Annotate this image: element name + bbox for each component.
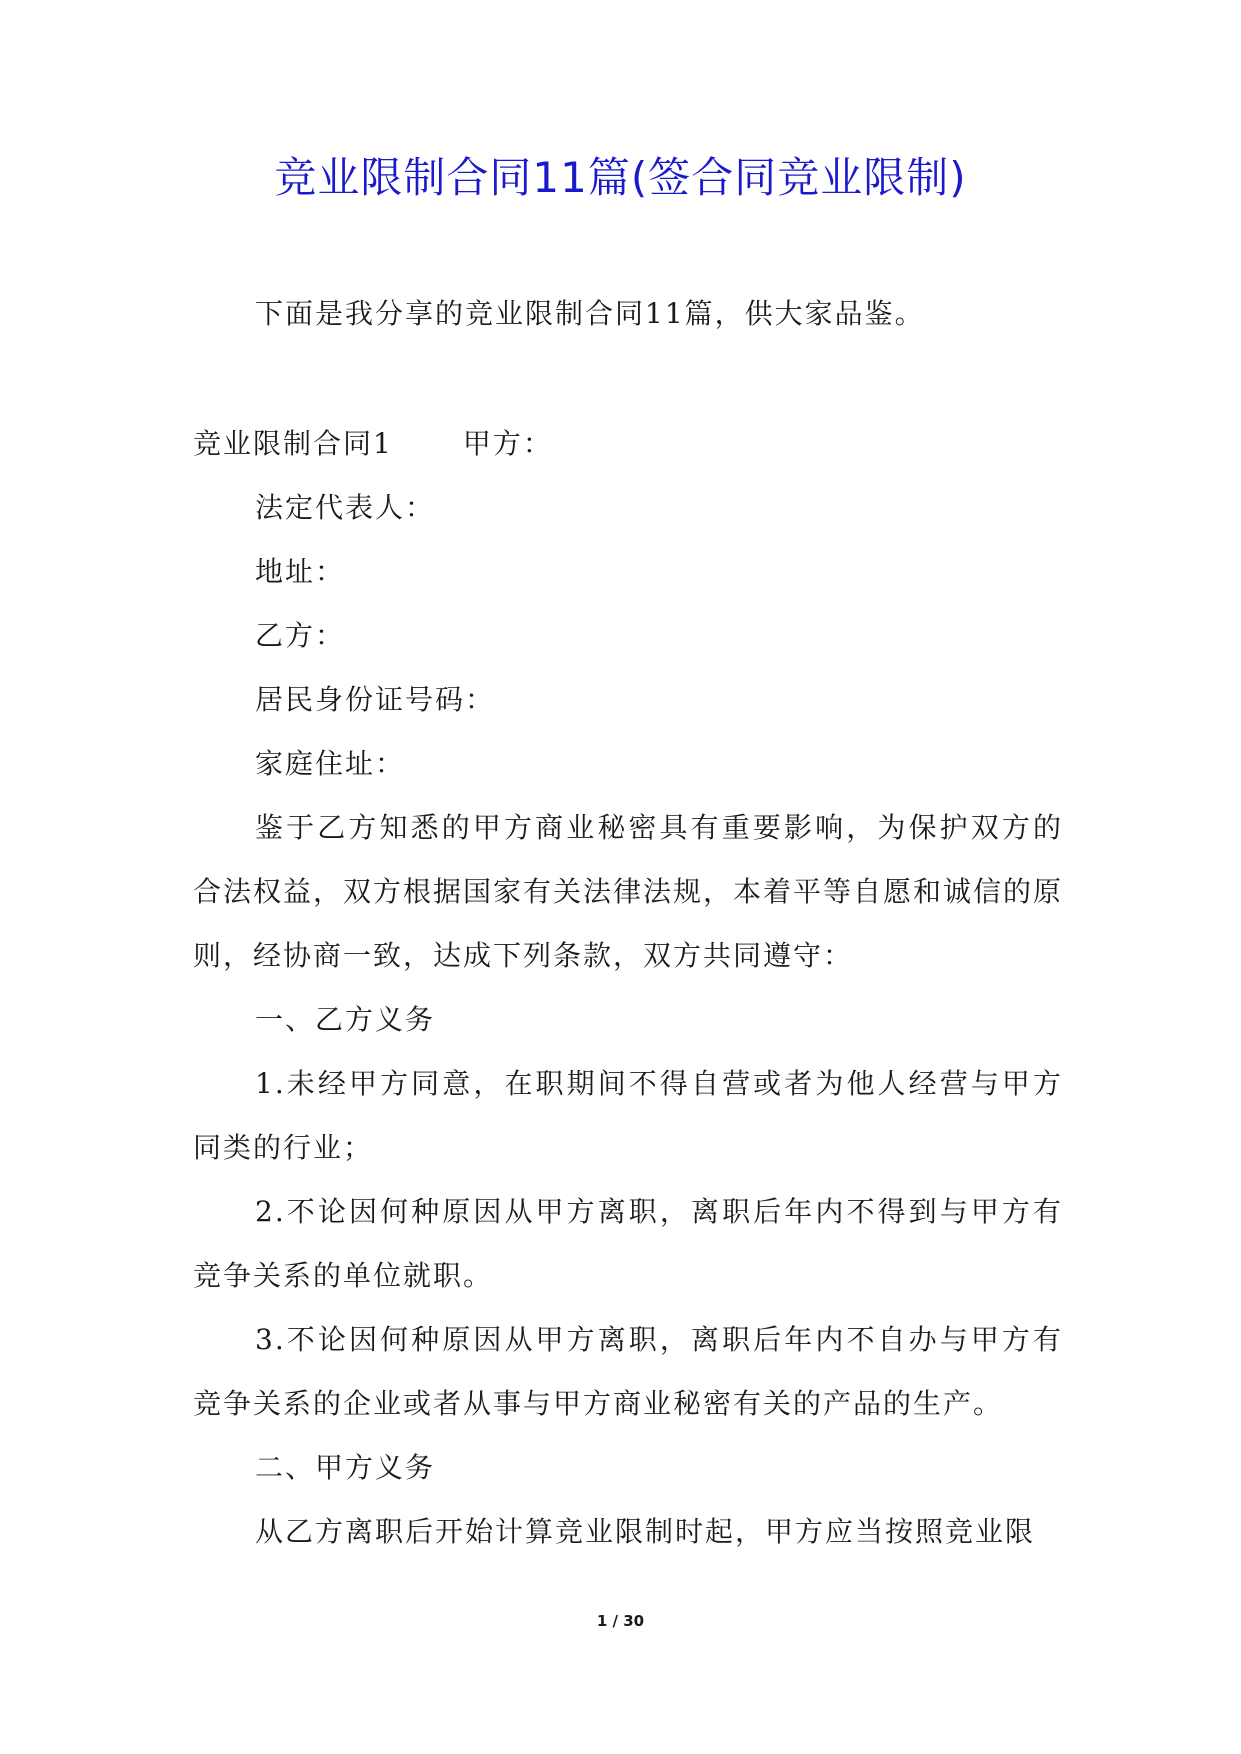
field-party-b: 乙方： — [255, 619, 346, 652]
intro-paragraph: 下面是我分享的竞业限制合同11篇，供大家品鉴。 — [255, 297, 925, 330]
section-heading: 竞业限制合同1 — [193, 427, 393, 460]
field-id-number: 居民身份证号码： — [255, 683, 496, 716]
heading-party-a-obligations: 二、甲方义务 — [255, 1451, 436, 1484]
obligation-item-2: 2.不论因何种原因从甲方离职，离职后年内不得到与甲方有竞争关系的单位就职。 — [193, 1195, 1063, 1292]
party-a-label: 甲方： — [462, 427, 553, 460]
obligation-item-3: 3.不论因何种原因从甲方离职，离职后年内不自办与甲方有竞争关系的企业或者从事与甲方商业秘密有关的产品的生产。 — [193, 1323, 1063, 1420]
section-heading-line — [193, 412, 1063, 476]
page-number: 1 / 30 — [596, 1612, 645, 1630]
field-address: 地址： — [255, 555, 346, 588]
document-body — [193, 282, 1063, 1564]
field-legal-representative: 法定代表人： — [255, 491, 436, 524]
heading-party-b-obligations: 一、乙方义务 — [255, 1003, 436, 1036]
field-home-address: 家庭住址： — [255, 747, 406, 780]
document-title: 竞业限制合同11篇(签合同竞业限制) — [274, 153, 967, 202]
obligation-item-4: 从乙方离职后开始计算竞业限制时起，甲方应当按照竞业限 — [255, 1515, 1036, 1548]
obligation-item-1: 1.未经甲方同意，在职期间不得自营或者为他人经营与甲方同类的行业； — [193, 1067, 1063, 1164]
preamble-paragraph: 鉴于乙方知悉的甲方商业秘密具有重要影响，为保护双方的合法权益，双方根据国家有关法律法规，本着平等自愿和诚信的原则，经协商一致，达成下列条款，双方共同遵守： — [193, 811, 1064, 972]
